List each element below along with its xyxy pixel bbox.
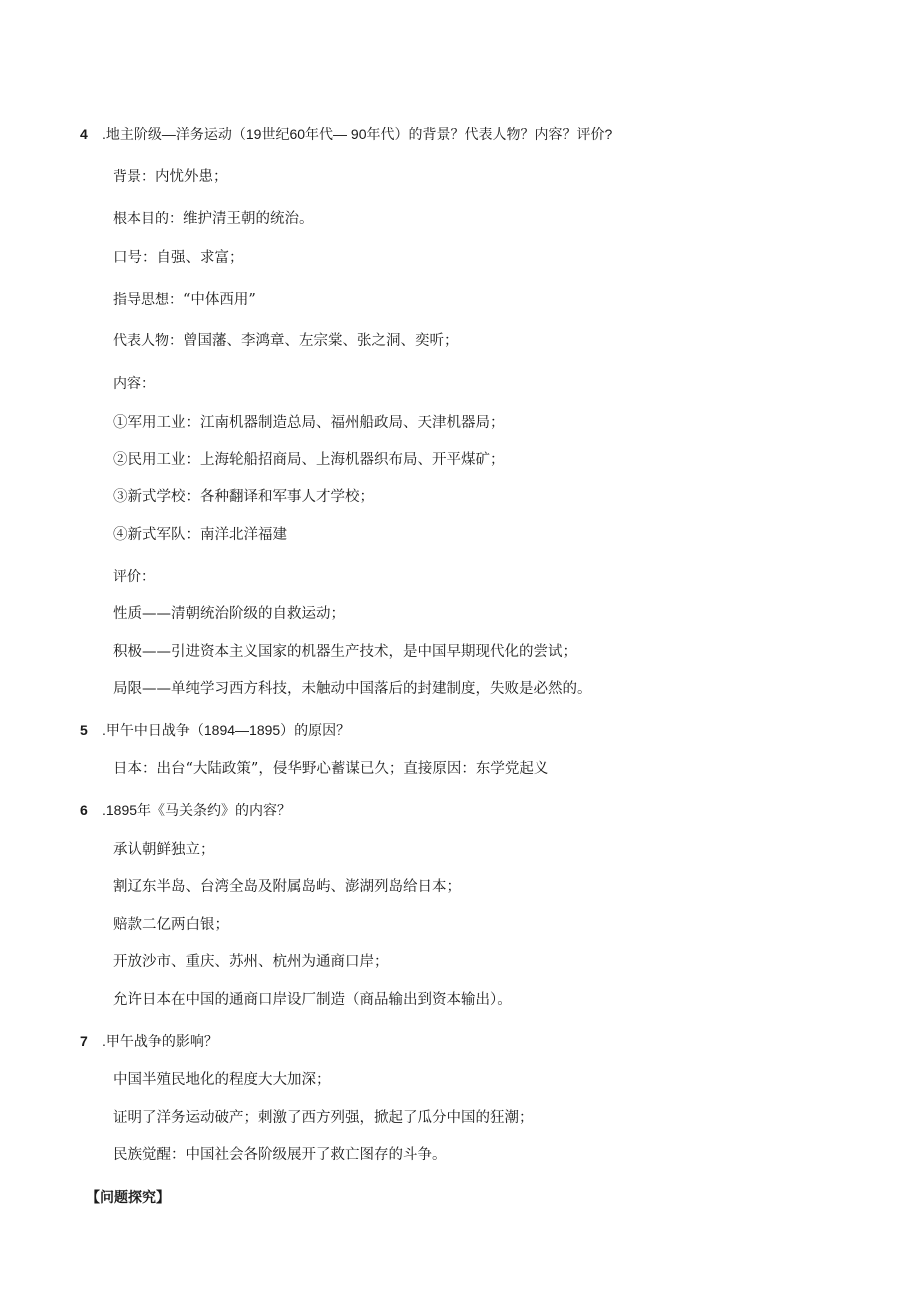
q4-people — [113, 330, 459, 351]
q6-item: 开放沙市、重庆、苏州、杭州为通商口岸； — [113, 954, 389, 970]
q4-content-label: 内容： — [113, 375, 155, 391]
q4-background-label: 背景： — [113, 168, 155, 184]
question-4-title: .地主阶级—洋务运动（19世纪60年代— 90年代）的背景？代表人物？内容？评价? — [102, 126, 613, 142]
q7-item: 中国半殖民地化的程度大大加深； — [113, 1072, 331, 1088]
q7-item: 民族觉醒：中国社会各阶级展开了救亡图存的斗争。 — [113, 1147, 447, 1163]
q4-goal-label: 根本目的： — [113, 210, 183, 226]
q4-eval-item: 积极——引进资本主义国家的机器生产技术，是中国早期现代化的尝试； — [113, 644, 577, 660]
section-heading: 【问题探究】 — [86, 1189, 170, 1205]
q6-item: 割辽东半岛、台湾全岛及附属岛屿、澎湖列岛给日本； — [113, 879, 461, 895]
q5-answer: 日本：出台“大陆政策”，侵华野心蓄谋已久；直接原因：东学党起义 — [113, 761, 549, 777]
q4-ideology-value: “中体西用” — [183, 292, 256, 308]
question-5-number: 5 — [80, 722, 88, 738]
question-7-title: .甲午战争的影响？ — [102, 1033, 218, 1049]
q4-content-item: ①军用工业：江南机器制造总局、福州船政局、天津机器局； — [113, 415, 505, 431]
question-6-number: 6 — [80, 802, 88, 818]
q4-content-item: ④新式军队：南洋北洋福建 — [113, 527, 287, 543]
q4-eval-label: 评价： — [113, 568, 155, 584]
q4-goal-value: 维护清王朝的统治。 — [183, 211, 314, 227]
q4-content-item: ②民用工业：上海轮船招商局、上海机器织布局、开平煤矿； — [113, 452, 505, 468]
question-5-title: .甲午中日战争（1894—1895）的原因？ — [102, 722, 351, 738]
question-4-number: 4 — [80, 126, 88, 142]
q4-people-label: 代表人物： — [113, 332, 183, 348]
q4-content-item: ③新式学校：各种翻译和军事人才学校； — [113, 489, 374, 505]
q4-goal — [113, 208, 314, 229]
q4-eval-item: 局限——单纯学习西方科技，未触动中国落后的封建制度，失败是必然的。 — [113, 681, 592, 697]
q6-item: 允许日本在中国的通商口岸设厂制造（商品输出到资本输出）。 — [113, 992, 512, 1008]
q6-item: 赔款二亿两白银； — [113, 917, 229, 933]
q4-background — [113, 166, 228, 187]
q4-ideology-label: 指导思想： — [113, 291, 183, 307]
q4-eval-item: 性质——清朝统治阶级的自救运动； — [113, 606, 345, 622]
question-7-number: 7 — [80, 1033, 88, 1049]
question-6-title: .1895年《马关条约》的内容？ — [102, 802, 292, 818]
q7-item: 证明了洋务运动破产；刺激了西方列强，掀起了瓜分中国的狂潮； — [113, 1110, 534, 1126]
q6-item: 承认朝鲜独立； — [113, 842, 215, 858]
q4-background-value: 内忧外患； — [155, 169, 228, 185]
q4-ideology — [113, 289, 256, 310]
q4-slogan: 口号：自强、求富； — [113, 250, 244, 266]
q4-people-value: 曾国藩、李鸿章、左宗棠、张之洞、奕听； — [183, 333, 459, 349]
